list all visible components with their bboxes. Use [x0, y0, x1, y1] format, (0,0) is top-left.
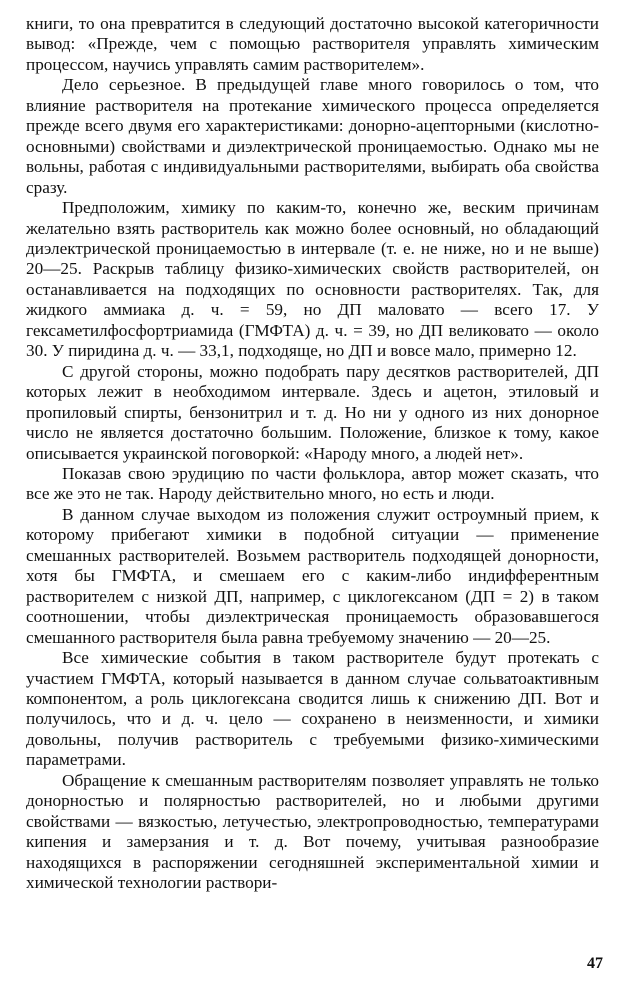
paragraph-8: Обращение к смешанным растворителям позволяет управлять не только донорностью и полярностью растворителей, но и любыми другими свойствами — вязкостью, летучестью, электропроводностью, температурами кипения и замерзания и т. д. Вот почему, учитывая разнообразие находящихся в распоряжении сегодняшней экспериментальной химии и химической технологии раствори-: [26, 770, 599, 893]
paragraph-5: Показав свою эрудицию по части фольклора, автор может сказать, что все же это не так. Народу действительно много, но есть и люди.: [26, 463, 599, 504]
paragraph-7: Все химические события в таком растворителе будут протекать с участием ГМФТА, который называется в данном случае сольватоактивным компонентом, а роль циклогексана сводится лишь к снижению ДП. Вот и получилось, что и д. ч. цело — сохранено в неизменности, и химики довольны, получив растворитель с требуемыми физико-химическими параметрами.: [26, 648, 599, 770]
paragraph-4: С другой стороны, можно подобрать пару десятков растворителей, ДП которых лежит в необходимом интервале. Здесь и ацетон, этиловый и пропиловый спирты, бензонитрил и т. д. Но ни у одного из них донорное число не является достаточно большим. Положение, близкое к тому, какое описывается украинской поговоркой: «Народу много, а людей нет».: [26, 361, 599, 463]
paragraph-2: Дело серьезное. В предыдущей главе много говорилось о том, что влияние растворителя на протекание химического процесса определяется прежде всего двумя его характеристиками: донорно-ацепторными (кислотно-основными) свойствами и диэлектрической проницаемостью. Однако мы не вольны, работая с индивидуальными растворителями, выбирать оба свойства сразу.: [26, 75, 599, 197]
paragraph-1: книги, то она превратится в следующий достаточно высокой категоричности вывод: «Прежде, чем с помощью растворителя управлять химическим процессом, научись управлять самим растворителем».: [26, 14, 599, 74]
page-number: 47: [587, 955, 603, 972]
page-body: [26, 14, 599, 893]
paragraph-3: Предположим, химику по каким-то, конечно же, веским причинам желательно взять растворитель как можно более основный, но обладающий диэлектрической проницаемостью в интервале (т. е. не ниже, но и не выше) 20—25. Раскрыв таблицу физико-химических свойств растворителей, он останавливается на подходящих по основности растворителях. Так, для жидкого аммиака д. ч. = 59, но ДП маловато — всего 17. У гексаметилфосфортриамида (ГМФТА) д. ч. = 39, но ДП великовато — около 30. У пиридина д. ч. — 33,1, подходяще, но ДП и вовсе мало, примерно 12.: [26, 198, 599, 361]
paragraph-6: В данном случае выходом из положения служит остроумный прием, к которому прибегают химики в подобной ситуации — применение смешанных растворителей. Возьмем растворитель подходящей донорности, хотя бы ГМФТА, и смешаем его с каким-либо индифферентным растворителем с низкой ДП, например, с циклогексаном (ДП = 2) в таком соотношении, чтобы диэлектрическая проницаемость образовавшегося смешанного растворителя была равна требуемому значению — 20—25.: [26, 504, 599, 647]
